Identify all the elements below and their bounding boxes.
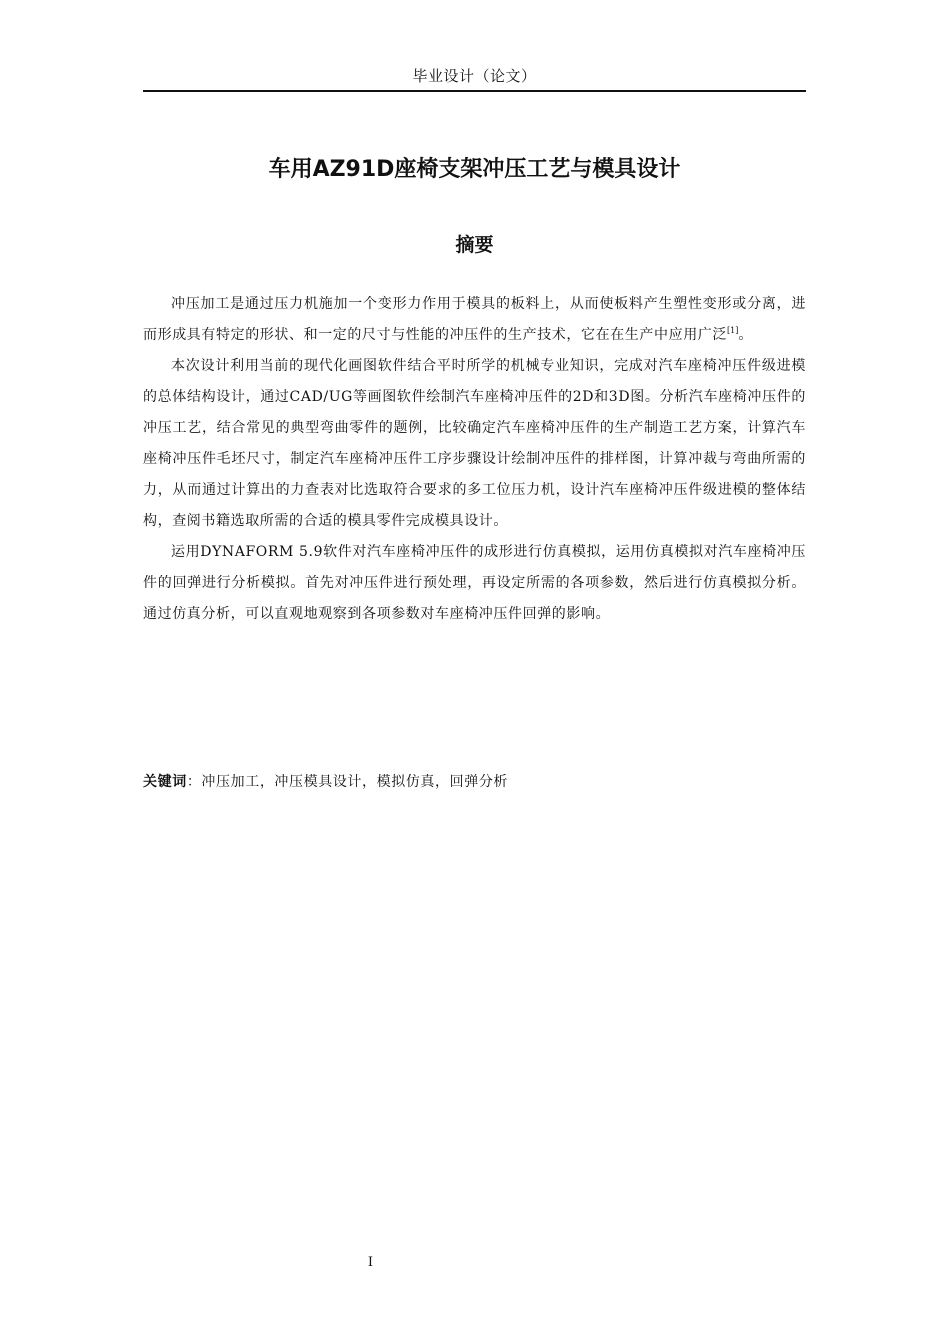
page-number: I	[367, 1255, 374, 1270]
abstract-paragraph-1	[143, 289, 806, 351]
keywords-line	[143, 767, 806, 797]
citation-marker[interactable]: [1]	[727, 326, 739, 335]
abstract-paragraph-1-text: 冲压加工是通过压力机施加一个变形力作用于模具的板料上，从而使板料产生塑性变形或分离，进而形成具有特定的形状、和一定的尺寸与性能的冲压件的生产技术，它在在生产中应用广泛	[143, 296, 806, 343]
abstract-heading: 摘要	[455, 234, 494, 256]
keywords-label: 关键词	[143, 774, 187, 790]
abstract-paragraph-2: 本次设计利用当前的现代化画图软件结合平时所学的机械专业知识，完成对汽车座椅冲压件级进模的总体结构设计，通过CAD/UG等画图软件绘制汽车座椅冲压件的2D和3D图。分析汽车座椅冲压件的冲压工艺，结合常见的典型弯曲零件的题例，比较确定汽车座椅冲压件的生产制造工艺方案，计算汽车座椅冲压件毛坯尺寸，制定汽车座椅冲压件工序步骤设计绘制冲压件的排样图，计算冲裁与弯曲所需的力，从而通过计算出的力查表对比选取符合要求的多工位压力机，设计汽车座椅冲压件级进模的整体结构，查阅书籍选取所需的合适的模具零件完成模具设计。	[143, 358, 806, 529]
abstract-paragraph-1-tail: 。	[738, 327, 753, 343]
keywords-value: 冲压加工，冲压模具设计，模拟仿真，回弹分析	[201, 774, 509, 790]
abstract-paragraph-3: 运用DYNAFORM 5.9软件对汽车座椅冲压件的成形进行仿真模拟，运用仿真模拟对汽车座椅冲压件的回弹进行分析模拟。首先对冲压件进行预处理，再设定所需的各项参数，然后进行仿真模拟分析。通过仿真分析，可以直观地观察到各项参数对车座椅冲压件回弹的影响。	[143, 544, 806, 622]
abstract-body	[143, 289, 806, 630]
document-title: 车用AZ91D座椅支架冲压工艺与模具设计	[268, 157, 681, 182]
running-header	[143, 64, 806, 92]
keywords-separator: ：	[186, 774, 202, 790]
running-header-title: 毕业设计（论文）	[412, 67, 537, 85]
